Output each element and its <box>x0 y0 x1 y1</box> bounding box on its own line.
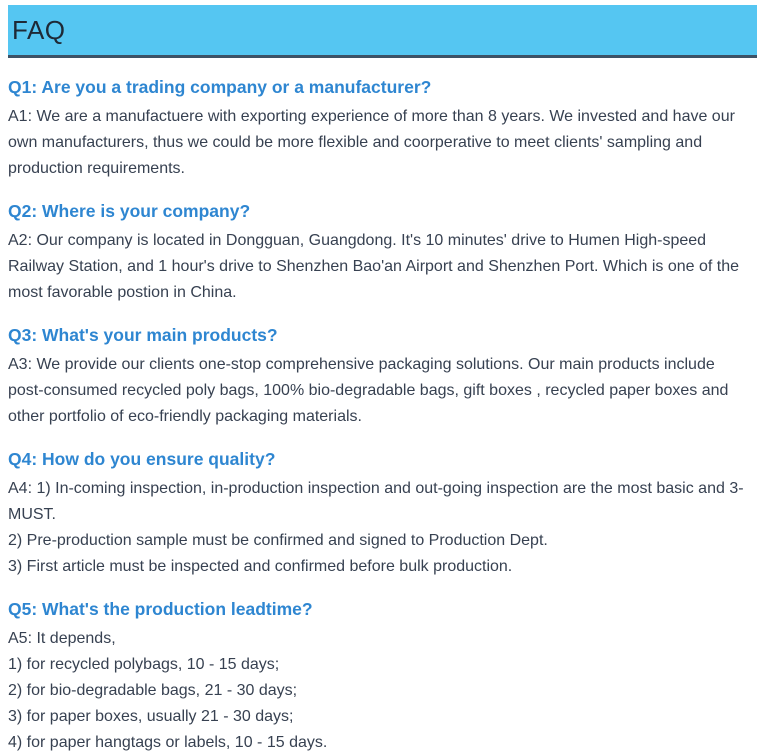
faq-answer-line: 2) for bio-degradable bags, 21 - 30 days; <box>8 682 298 699</box>
faq-item-q3 <box>8 325 751 430</box>
faq-question: Q4: How do you ensure quality? <box>8 449 276 469</box>
faq-item-q2 <box>8 201 751 306</box>
header-bar <box>8 5 757 58</box>
faq-question: Q2: Where is your company? <box>8 201 251 221</box>
faq-answer-line: 4) for paper hangtags or labels, 10 - 15 days. <box>8 734 328 751</box>
faq-answer-line: 1) for recycled polybags, 10 - 15 days; <box>8 656 280 673</box>
faq-answer-line: 3) First article must be inspected and confirmed before bulk production. <box>8 558 513 575</box>
page-title: FAQ <box>12 14 66 45</box>
faq-question: Q5: What's the production leadtime? <box>8 599 313 619</box>
faq-answer-line: 3) for paper boxes, usually 21 - 30 days; <box>8 708 294 725</box>
faq-answer-line: A5: It depends, <box>8 630 116 647</box>
faq-item-q5 <box>8 599 751 756</box>
faq-item-q4 <box>8 449 751 580</box>
faq-item-q1 <box>8 77 751 182</box>
faq-answer-line: A4: 1) In-coming inspection, in-production inspection and out-going inspection are the most basic and 3-MUST. <box>8 480 744 523</box>
faq-answer-line: A1: We are a manufactuere with exporting experience of more than 8 years. We invested and have our own manufacturers, thus we could be more flexible and coorperative to meet clients' sampling and production requirements. <box>8 108 735 177</box>
faq-answer-line: A2: Our company is located in Dongguan, Guangdong. It's 10 minutes' drive to Humen High-speed Railway Station, and 1 hour's drive to Shenzhen Bao'an Airport and Shenzhen Port. Which is one of the most favorable postion in China. <box>8 232 739 301</box>
faq-answer-line: 2) Pre-production sample must be confirmed and signed to Production Dept. <box>8 532 548 549</box>
faq-answer-line: A3: We provide our clients one-stop comprehensive packaging solutions. Our main products include post-consumed recycled poly bags, 100% bio-degradable bags, gift boxes , recycled paper boxes and other portfolio of eco-friendly packaging materials. <box>8 356 729 425</box>
faq-question: Q1: Are you a trading company or a manufacturer? <box>8 77 432 97</box>
faq-content <box>0 58 765 756</box>
faq-question: Q3: What's your main products? <box>8 325 278 345</box>
